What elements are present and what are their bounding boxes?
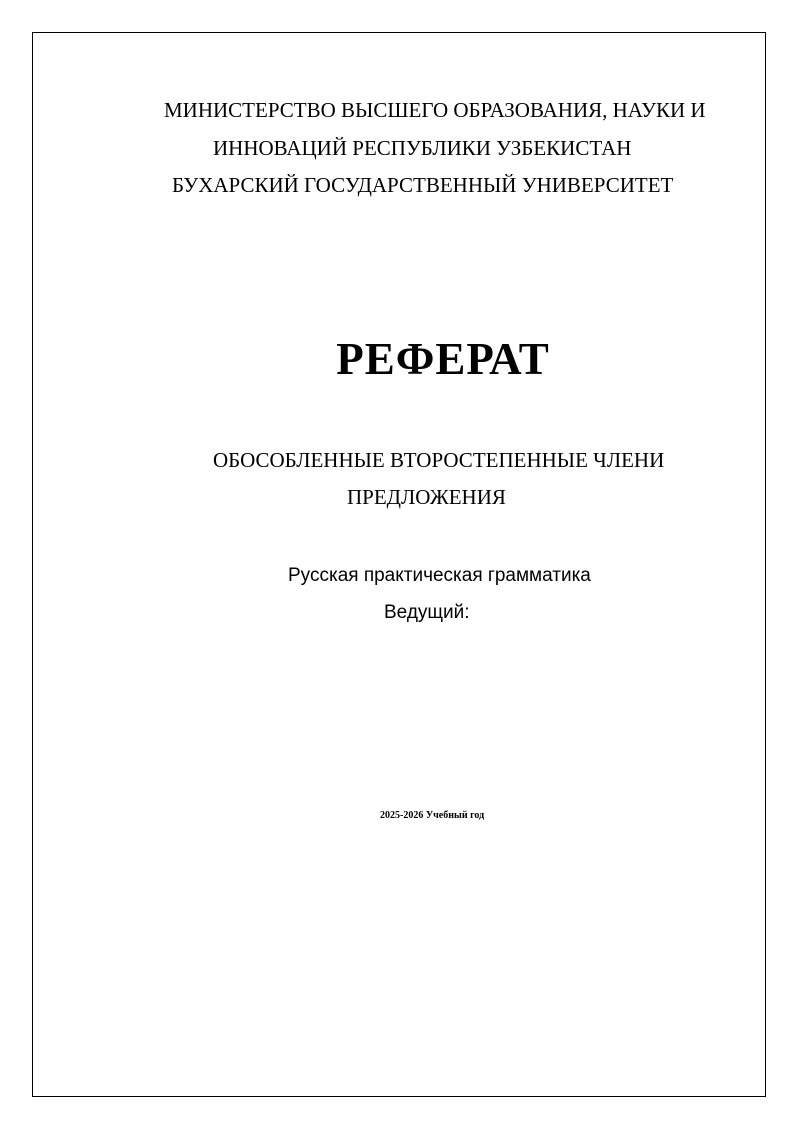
topic-title-line-2: ПРЕДЛОЖЕНИЯ	[347, 485, 506, 509]
academic-year: 2025-2026 Учебный год	[380, 810, 485, 821]
topic-title-line-1: ОБОСОБЛЕННЫЕ ВТОРОСТЕПЕННЫЕ ЧЛЕНИ	[213, 448, 665, 472]
university-name: БУХАРСКИЙ ГОСУДАРСТВЕННЫЙ УНИВЕРСИТЕТ	[172, 173, 674, 197]
document-type-title: РЕФЕРАТ	[336, 334, 550, 384]
subject-name: Русская практическая грамматика	[288, 565, 591, 586]
ministry-title-line-1: МИНИСТЕРСТВО ВЫСШЕГО ОБРАЗОВАНИЯ, НАУКИ И	[164, 98, 706, 122]
supervisor-label: Ведущий:	[384, 602, 470, 623]
ministry-title-line-2: ИННОВАЦИЙ РЕСПУБЛИКИ УЗБЕКИСТАН	[213, 136, 632, 160]
